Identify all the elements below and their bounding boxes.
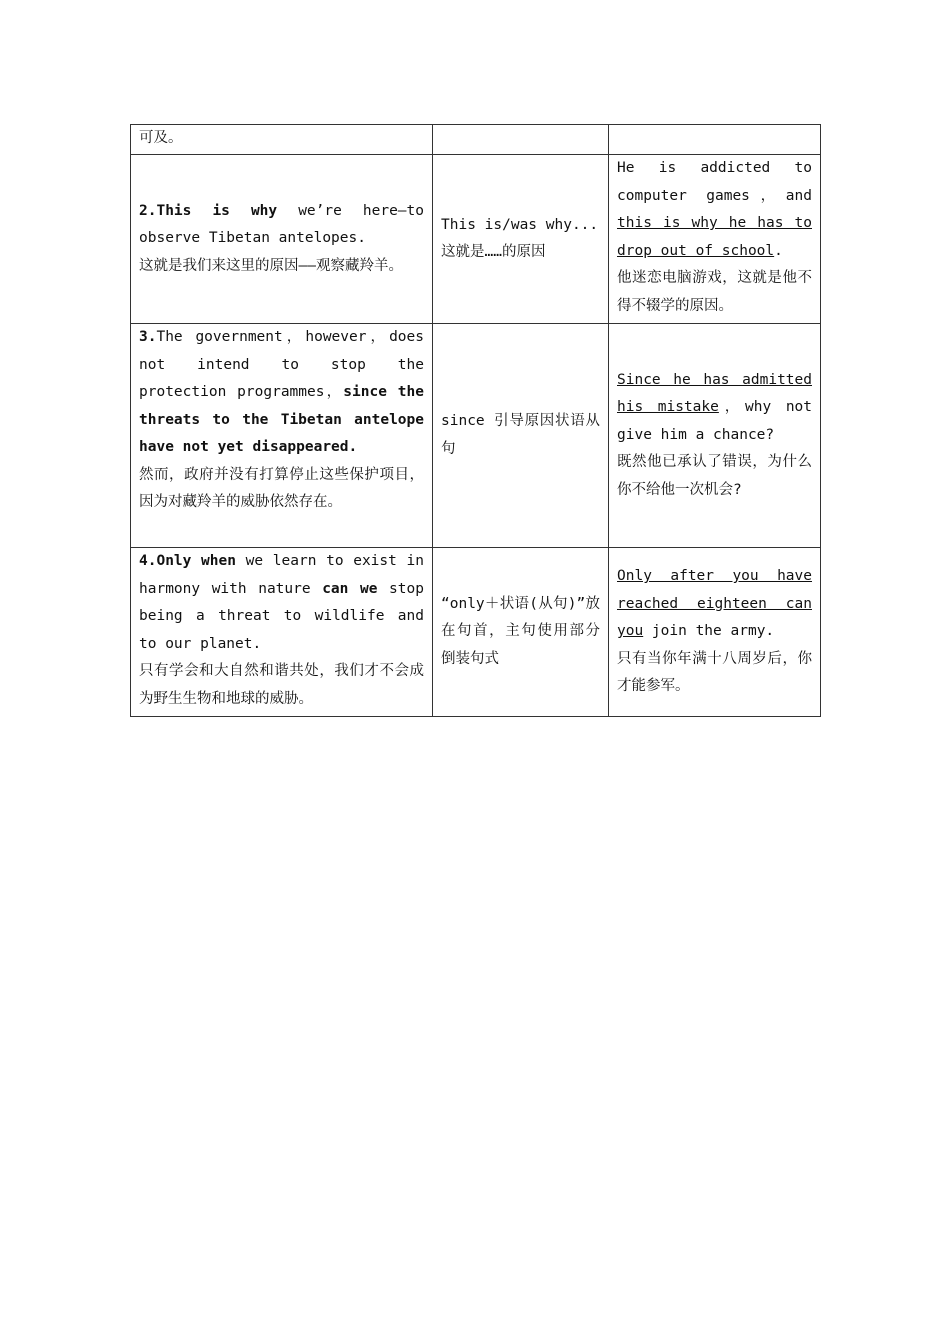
cell-pattern <box>433 548 609 717</box>
sentence-text: stop being a threat to wildlife and to our planet. <box>139 580 424 652</box>
sentence-zh: 只有学会和大自然和谐共处，我们才不会成为野生生物和地球的威胁。 <box>139 663 424 707</box>
table-row <box>131 125 821 155</box>
cell-pattern <box>433 125 609 155</box>
example-text: join the army. <box>643 623 775 640</box>
example-zh: 他迷恋电脑游戏，这就是他不得不辍学的原因。 <box>617 270 812 314</box>
key-phrase: since the threats to the Tibetan antelope have not yet disappeared. <box>139 384 424 455</box>
sentence-en <box>139 324 424 462</box>
example-zh: 只有当你年满十八周岁后，你才能参军。 <box>617 650 812 695</box>
cell-sentence <box>131 125 433 155</box>
grammar-table <box>130 124 821 717</box>
sentence-en <box>139 548 424 658</box>
example-text: He is addicted to computer games，and <box>617 160 812 204</box>
key-phrase: can we <box>322 580 378 597</box>
sentence-en <box>139 198 424 253</box>
cell-pattern <box>433 155 609 324</box>
sentence-zh: 这就是我们来这里的原因——观察藏羚羊。 <box>139 257 403 274</box>
item-number: 4. <box>139 553 157 569</box>
example-answer: Only after you have reached eighteen can you <box>617 568 812 640</box>
item-number: 3. <box>139 329 157 345</box>
example-en <box>617 155 812 265</box>
example-text: . <box>774 242 783 259</box>
example-zh: 既然他已承认了错误，为什么你不给他一次机会? <box>617 454 812 498</box>
pattern-text: since 引导原因状语从句 <box>441 413 600 457</box>
sentence-text: The government，however，does not intend to stop the protection programmes， <box>139 329 424 400</box>
cell-pattern <box>433 324 609 548</box>
cell-sentence <box>131 324 433 548</box>
item-number: 2. <box>139 202 157 219</box>
key-phrase: Only when <box>156 553 236 569</box>
cell-example <box>609 548 821 717</box>
example-en <box>617 367 812 450</box>
sentence-zh: 然而，政府并没有打算停止这些保护项目，因为对藏羚羊的威胁依然存在。 <box>139 466 424 510</box>
cell-example <box>609 125 821 155</box>
table-row <box>131 155 821 324</box>
cell-sentence <box>131 548 433 717</box>
key-phrase: This is why <box>156 202 278 219</box>
example-answer: this is why he has to drop out of school <box>617 215 812 259</box>
pattern-zh: 这就是……的原因 <box>441 244 546 260</box>
cell-example <box>609 324 821 548</box>
example-en <box>617 563 812 646</box>
pattern-text: “only＋状语(从句)”放在句首，主句使用部分倒装句式 <box>441 595 600 667</box>
sentence-text: we learn to exist in harmony with nature <box>139 553 424 597</box>
example-answer: Since he has admitted his mistake <box>617 371 812 416</box>
example-text: ，why not give him a chance? <box>617 399 813 443</box>
table-row <box>131 324 821 548</box>
cell-text: 可及。 <box>139 130 183 146</box>
pattern-en: This is/was why... <box>441 216 599 233</box>
cell-sentence <box>131 155 433 324</box>
table-row <box>131 548 821 717</box>
cell-example <box>609 155 821 324</box>
sentence-text: we’re here—to observe Tibetan antelopes. <box>139 202 424 247</box>
